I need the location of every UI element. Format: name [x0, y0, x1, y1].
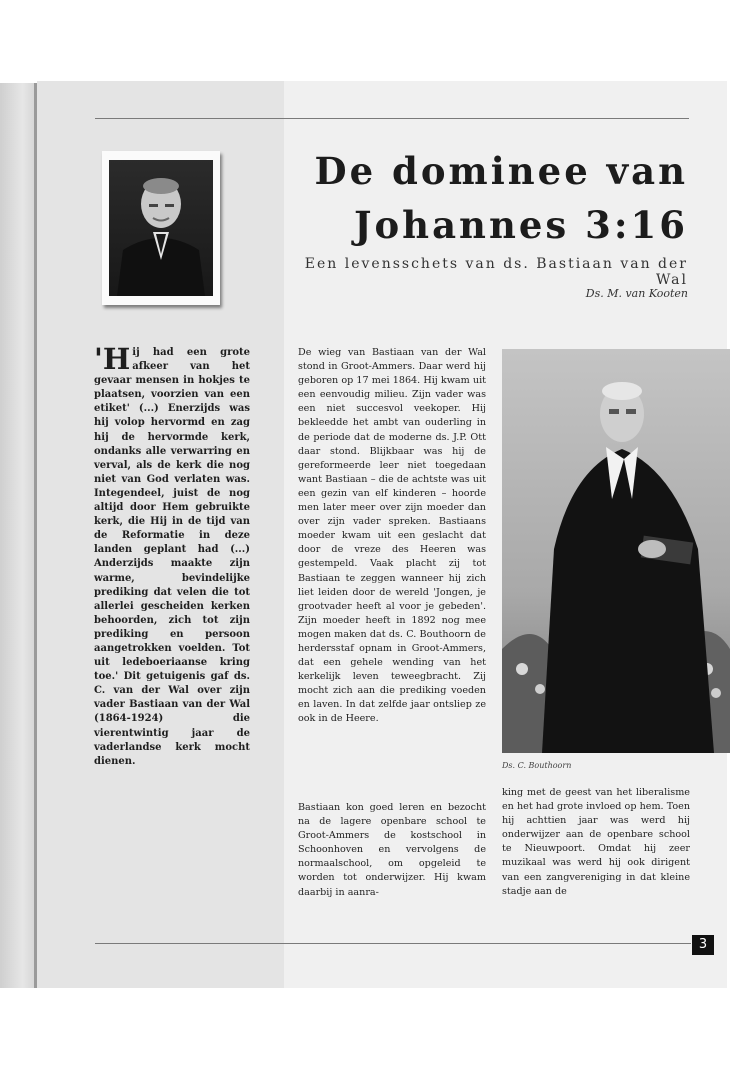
article-paragraph-3: king met de geest van het liberalisme en het had grote invloed op hem. Toen hij achttien jaar was werd hij onderwijzer aan de openbare school te Nieuwpoort. Omdat hij zeer muzikaal was werd hij ook dirigent van een zangvereniging in dat kleine stadje aan de [502, 787, 690, 897]
article-title [300, 144, 688, 252]
title-line-1: De dominee van [314, 149, 688, 193]
author-byline: Ds. M. van Kooten [585, 287, 688, 300]
pull-quote [94, 342, 250, 769]
drop-cap: 'H [94, 342, 131, 376]
photo-caption: Ds. C. Bouthoorn [502, 761, 572, 770]
article-subtitle: Een levensschets van ds. Bastiaan van der Wal [304, 256, 688, 288]
portrait-photo-van-der-wal [109, 160, 213, 296]
page-number-badge: 3 [692, 935, 714, 955]
pull-quote-text: ij had een grote afkeer van het gevaar mensen in hokjes te plaatsen, voorzien van een etiket' (...) Enerzijds was hij volop hervormd en zag hij de hervormde kerk, ondanks alle verwarring en verval, als de kerk die nog niet van God verlaten was. Integendeel, juist de nog altijd door Hem gebruikte kerk, die Hij in de tijd van de Reformatie in deze landen geplant had (...) Anderzijds maakte zijn warme, bevindelijke prediking dat velen die tot allerlei gescheiden kerken behoorden, zich tot zijn prediking en persoon aangetrokken voelden. Tot uit ledeboeriaanse kring toe.' Dit getuigenis gaf ds. C. van der Wal over zijn vader Bastiaan van der Wal (1864-1924) die vierentwintig jaar de vaderlandse kerk mocht dienen. [94, 347, 250, 767]
book-spine-gutter [0, 83, 38, 988]
photo-bouthoorn [502, 349, 730, 753]
title-line-2: Johannes 3:16 [353, 203, 688, 247]
article-paragraph-2: Bastiaan kon goed leren en bezocht na de lagere openbare school te Groot-Ammers de kostschool in Schoonhoven en vervolgens de normaalschool, om opgeleid te worden tot onderwijzer. Hij kwam daarbij in aanra- [298, 802, 486, 898]
top-rule [95, 118, 689, 119]
article-paragraph-1: De wieg van Bastiaan van der Wal stond in Groot-Ammers. Daar werd hij geboren op 17 mei 1864. Hij kwam uit een eenvoudig milieu. Zijn vader was een niet succesvol veekoper. Hij bekleedde het ambt van ouderling in de periode dat de moderne ds. J.P. Ott daar stond. Blijkbaar was hij de gereformeerde leer niet toegedaan want Bastiaan – die de achtste was uit een gezin van elf kinderen – hoorde men later meer over zijn moeder dan over zijn vader spreken. Bastiaans moeder kwam uit een geslacht dat door de vreze des Heeren was gestempeld. Vaak placht zij tot Bastiaan te zeggen wanneer hij zich liet leiden door de wereld 'Jongen, je grootvader heeft al voor je gebeden'. Zijn moeder heeft in 1892 nog mee mogen maken dat ds. C. Bouthoorn de herdersstaf opnam in Groot-Ammers, dat een gehele wending van het kerkelijk leven teweegbracht. Zij mocht zich aan die prediking voeden en laven. In dat zelfde jaar ontsliep ze ook in de Heere. [298, 347, 486, 725]
bottom-rule [95, 943, 691, 944]
